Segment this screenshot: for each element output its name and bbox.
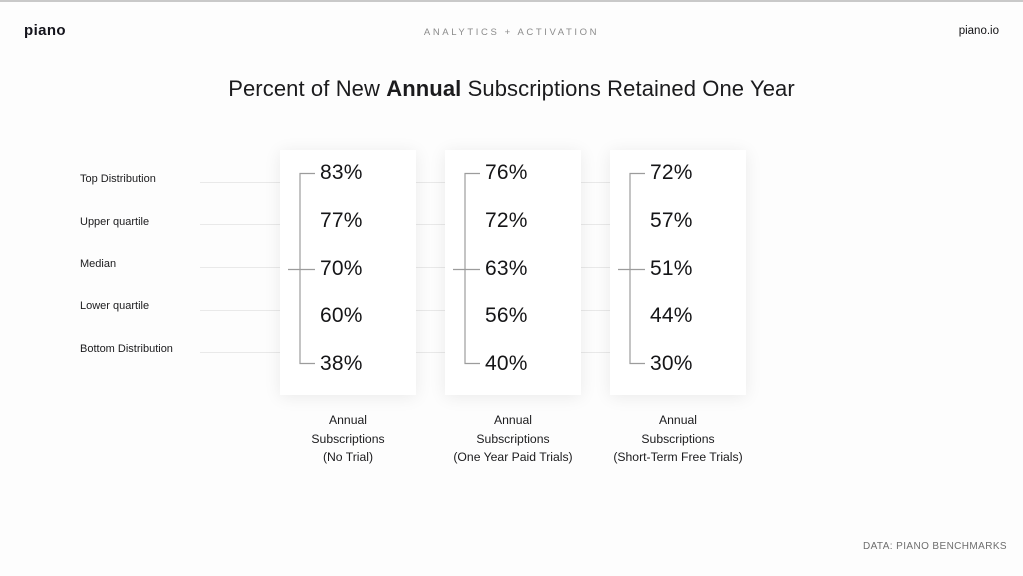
column-label-line: Annual: [659, 413, 697, 427]
value-median: 63%: [485, 257, 528, 280]
value-top-distribution: 83%: [320, 161, 363, 184]
distribution-card-one-year-paid-trials: [445, 150, 581, 395]
row-label-median: Median: [80, 258, 117, 270]
column-label-line: (Short-Term Free Trials): [613, 450, 743, 464]
value-lower-quartile: 56%: [485, 304, 528, 327]
distribution-card-short-term-free-trials: [610, 150, 746, 395]
value-upper-quartile: 72%: [485, 209, 528, 232]
column-label-short-term-free-trials: [610, 411, 746, 467]
value-upper-quartile: 77%: [320, 209, 363, 232]
distribution-bracket: [610, 150, 650, 395]
row-label-upper-quartile: Upper quartile: [80, 216, 150, 228]
value-upper-quartile: 57%: [650, 209, 693, 232]
top-border-line: [0, 0, 1023, 2]
value-bottom-distribution: 30%: [650, 352, 693, 375]
value-top-distribution: 76%: [485, 161, 528, 184]
column-label-line: Annual: [329, 413, 367, 427]
column-label-line: Subscriptions: [476, 431, 550, 446]
distribution-bracket: [445, 150, 485, 395]
column-label-line: Subscriptions: [641, 431, 715, 446]
chart-title-prefix: Percent of New: [228, 76, 387, 101]
row-label-top-distribution: Top Distribution: [80, 173, 156, 185]
chart-title-suffix: Subscriptions Retained One Year: [461, 76, 795, 101]
row-label-lower-quartile: Lower quartile: [80, 300, 150, 312]
header-site-link: piano.io: [958, 25, 999, 37]
value-bottom-distribution: 38%: [320, 352, 363, 375]
distribution-card-no-trial: [280, 150, 416, 395]
value-bottom-distribution: 40%: [485, 352, 528, 375]
column-label-line: (One Year Paid Trials): [453, 450, 573, 464]
chart-title-bold-word: Annual: [386, 76, 462, 101]
row-label-bottom-distribution: Bottom Distribution: [80, 343, 173, 355]
column-label-line: (No Trial): [322, 450, 374, 464]
column-label-one-year-paid-trials: [445, 411, 581, 467]
piano-logo: piano: [24, 22, 66, 39]
header-tagline: ANALYTICS + ACTIVATION: [423, 27, 600, 38]
value-lower-quartile: 44%: [650, 304, 693, 327]
distribution-bracket: [280, 150, 320, 395]
value-median: 51%: [650, 257, 693, 280]
data-source-note: DATA: PIANO BENCHMARKS: [862, 541, 1007, 552]
chart-title: [0, 76, 1023, 102]
value-lower-quartile: 60%: [320, 304, 363, 327]
column-label-line: Annual: [494, 413, 532, 427]
value-median: 70%: [320, 257, 363, 280]
value-top-distribution: 72%: [650, 161, 693, 184]
column-label-line: Subscriptions: [311, 431, 385, 446]
column-label-no-trial: [280, 411, 416, 467]
